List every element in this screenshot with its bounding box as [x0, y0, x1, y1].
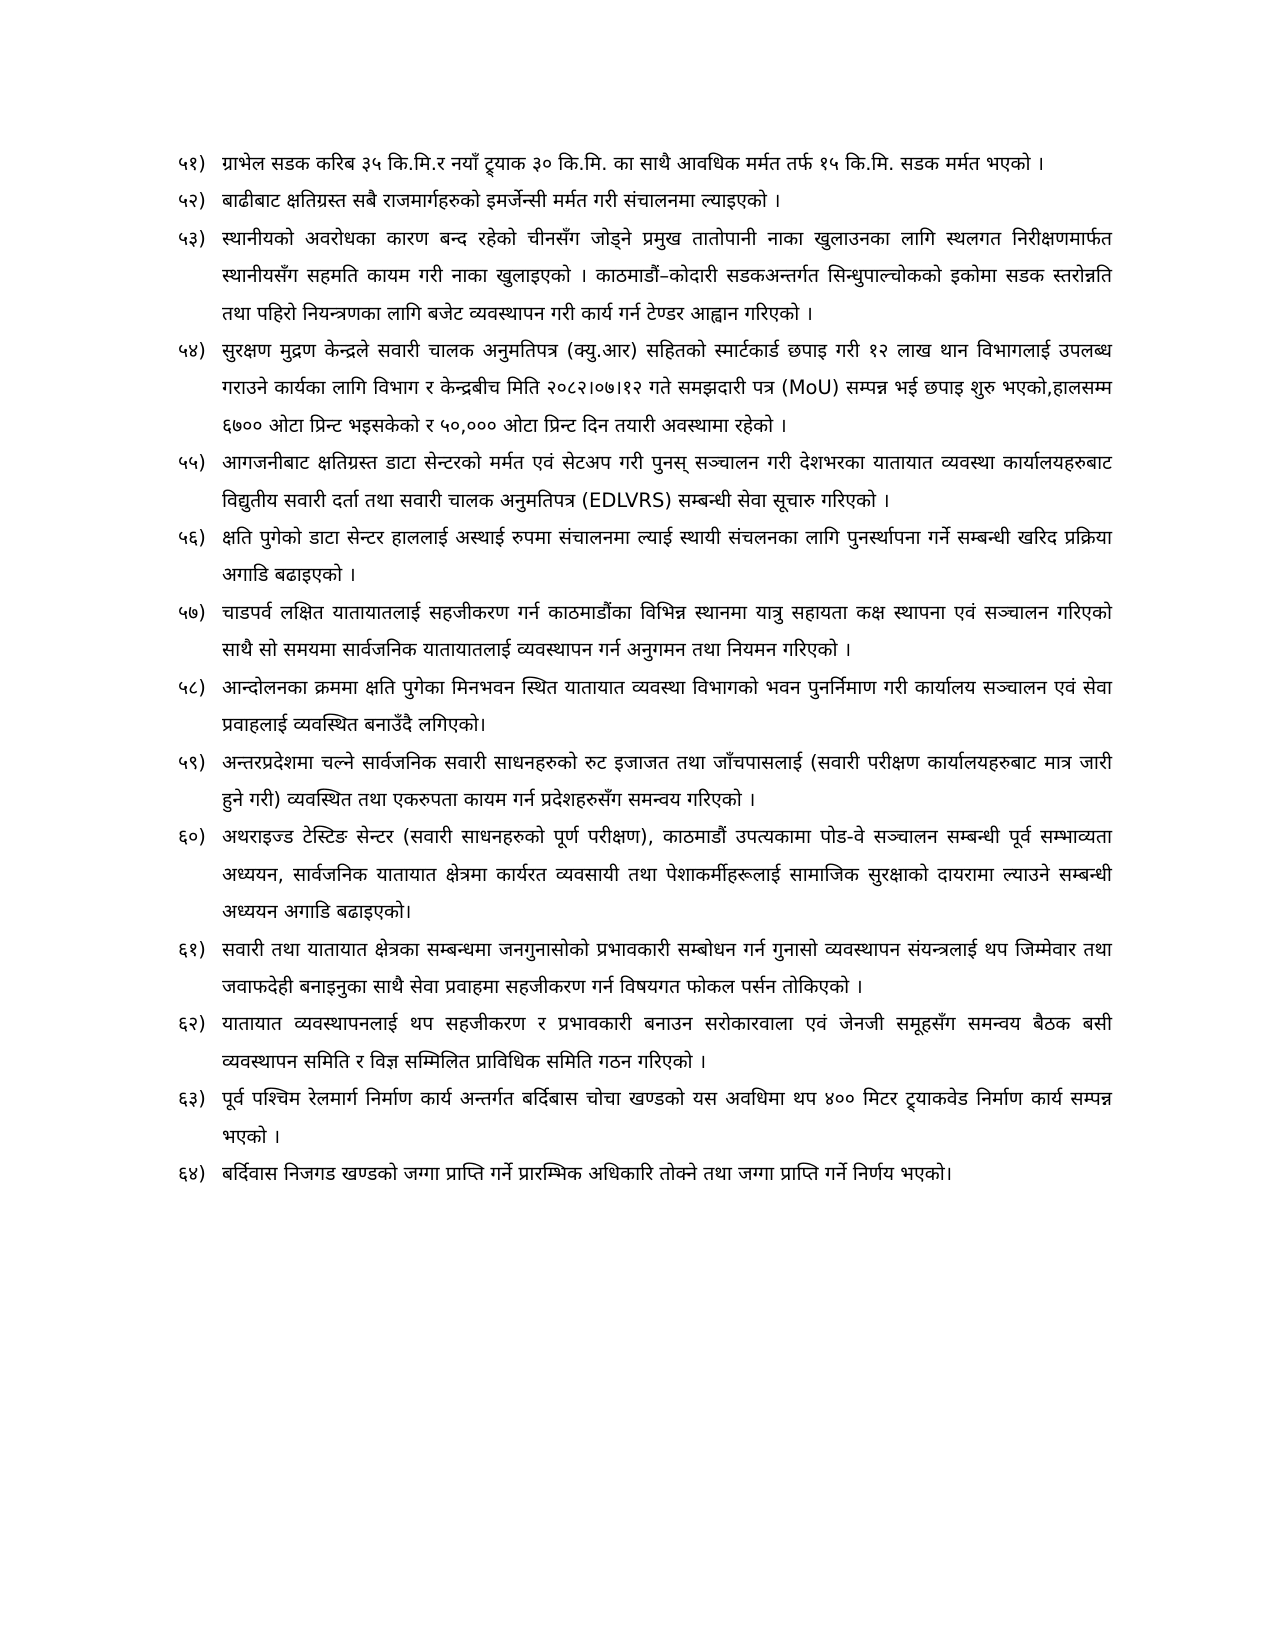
list-item: [178, 1080, 1112, 1155]
item-text: क्षति पुगेको डाटा सेन्टर हाललाई अस्थाई रुपमा संचालनमा ल्याई स्थायी संचलनका लागि पुनर्स्थापना गर्ने सम्बन्धी खरिद प्रक्रिया अगाडि बढाइएको ।: [222, 526, 1112, 587]
item-text: पूर्व पश्चिम रेलमार्ग निर्माण कार्य अन्तर्गत बर्दिबास चोचा खण्डको यस अवधिमा थप ४०० मिटर ट्र्याकवेड निर्माण कार्य सम्पन्न भएको ।: [222, 1087, 1112, 1148]
item-text: चाडपर्व लक्षित यातायातलाई सहजीकरण गर्न काठमाडौंका विभिन्न स्थानमा यात्रु सहायता कक्ष स्थापना एवं सञ्चालन गरिएको साथै सो समयमा सार्वजनिक यातायातलाई व्यवस्थापन गर्न अनुगमन तथा नियमन गरिएको ।: [222, 600, 1112, 662]
item-number: ५५): [178, 451, 206, 475]
item-text: आगजनीबाट क्षतिग्रस्त डाटा सेन्टरको मर्मत एवं सेटअप गरी पुनस् सञ्चालन गरी देशभरका यातायात व्यवस्था कार्यालयहरुबाट विद्युतीय सवारी दर्ता तथा सवारी चालक अनुमतिपत्र (EDLVRS) सम्बन्धी सेवा सूचारु गरिएको ।: [222, 451, 1112, 512]
item-number: ६०): [178, 825, 206, 849]
list-item: [178, 182, 1112, 219]
item-number: ६१): [178, 937, 206, 961]
list-item: [178, 744, 1112, 819]
list-item: [178, 1005, 1112, 1080]
list-item: [178, 145, 1112, 182]
item-number: ५६): [178, 526, 206, 550]
item-text: अथराइज्ड टेस्टिङ सेन्टर (सवारी साधनहरुको पूर्ण परीक्षण), काठमाडौं उपत्यकामा पोड-वे सञ्चालन सम्बन्धी पूर्व सम्भाव्यता अध्ययन, सार्वजनिक यातायात क्षेत्रमा कार्यरत व्यवसायी तथा पेशाकर्मीहरूलाई सामाजिक सुरक्षाको दायरामा ल्याउने सम्बन्धी अध्ययन अगाडि बढाइएको।: [222, 825, 1112, 924]
item-text: आन्दोलनका क्रममा क्षति पुगेका मिनभवन स्थित यातायात व्यवस्था विभागको भवन पुनर्निमाण गरी कार्यालय सञ्चालन एवं सेवा प्रवाहलाई व्यवस्थित बनाउँदै लगिएको।: [222, 675, 1112, 737]
item-text: ग्राभेल सडक करिब ३५ कि.मि.र नयाँ ट्र्याक ३० कि.मि. का साथै आवधिक मर्मत तर्फ १५ कि.मि. सडक मर्मत भएको ।: [222, 152, 1045, 175]
document-page: [178, 145, 1112, 1192]
item-text: यातायात व्यवस्थापनलाई थप सहजीकरण र प्रभावकारी बनाउन सरोकारवाला एवं जेनजी समूहसँग समन्वय बैठक बसी व्यवस्थापन समिति र विज्ञ सम्मिलित प्राविधिक समिति गठन गरिएको ।: [222, 1012, 1112, 1073]
list-item: [178, 669, 1112, 744]
list-item: [178, 220, 1112, 332]
list-item: [178, 931, 1112, 1006]
list-item: [178, 818, 1112, 930]
list-item: [178, 1155, 1112, 1192]
item-text: सुरक्षण मुद्रण केन्द्रले सवारी चालक अनुमतिपत्र (क्यु.आर) सहितको स्मार्टकार्ड छपाइ गरी १२ लाख थान विभागलाई उपलब्ध गराउने कार्यका लागि विभाग र केन्द्रबीच मिति २०८२।०७।१२ गते समझदारी पत्र (MoU) सम्पन्न भई छपाइ शुरु भएको,हालसम्म ६७०० ओटा प्रिन्ट भइसकेको र ५०,००० ओटा प्रिन्ट दिन तयारी अवस्थामा रहेको ।: [222, 339, 1112, 437]
list-item: [178, 444, 1112, 519]
item-number: ५१): [178, 152, 206, 175]
item-text: सवारी तथा यातायात क्षेत्रका सम्बन्धमा जनगुनासोको प्रभावकारी सम्बोधन गर्न गुनासो व्यवस्थापन संयन्त्रलाई थप जिम्मेवार तथा जवाफदेही बनाइनुका साथै सेवा प्रवाहमा सहजीकरण गर्न विषयगत फोकल पर्सन तोकिएको ।: [222, 937, 1112, 998]
list-item: [178, 594, 1112, 669]
item-number: ५४): [178, 339, 206, 363]
item-number: ६३): [178, 1087, 206, 1111]
item-text: अन्तरप्रदेशमा चल्ने सार्वजनिक सवारी साधनहरुको रुट इजाजत तथा जाँचपासलाई (सवारी परीक्षण कार्यालयहरुबाट मात्र जारी हुने गरी) व्यवस्थित तथा एकरुपता कायम गर्न प्रदेशहरुसँग समन्वय गरिएको ।: [222, 750, 1112, 811]
item-number: ६२): [178, 1012, 206, 1036]
item-number: ५९): [178, 750, 206, 774]
item-number: ५२): [178, 189, 206, 213]
item-number: ५७): [178, 600, 206, 624]
item-text: बर्दिवास निजगड खण्डको जग्गा प्राप्ति गर्ने प्रारम्भिक अधिकारि तोक्ने तथा जग्गा प्राप्ति गर्ने निर्णय भएको।: [222, 1161, 953, 1185]
list-item: [178, 519, 1112, 594]
item-number: ५३): [178, 226, 206, 250]
item-number: ६४): [178, 1161, 206, 1185]
item-number: ५८): [178, 675, 206, 699]
list-item: [178, 332, 1112, 444]
item-text: बाढीबाट क्षतिग्रस्त सबै राजमार्गहरुको इमर्जेन्सी मर्मत गरी संचालनमा ल्याइएको ।: [222, 189, 781, 213]
item-text: स्थानीयको अवरोधका कारण बन्द रहेको चीनसँग जोड्ने प्रमुख तातोपानी नाका खुलाउनका लागि स्थलगत निरीक्षणमार्फत स्थानीयसँग सहमति कायम गरी नाका खुलाइएको । काठमाडौं–कोदारी सडकअन्तर्गत सिन्धुपाल्चोकको इकोमा सडक स्तरोन्नति तथा पहिरो नियन्त्रणका लागि बजेट व्यवस्थापन गरी कार्य गर्न टेण्डर आह्वान गरिएको ।: [222, 226, 1112, 325]
